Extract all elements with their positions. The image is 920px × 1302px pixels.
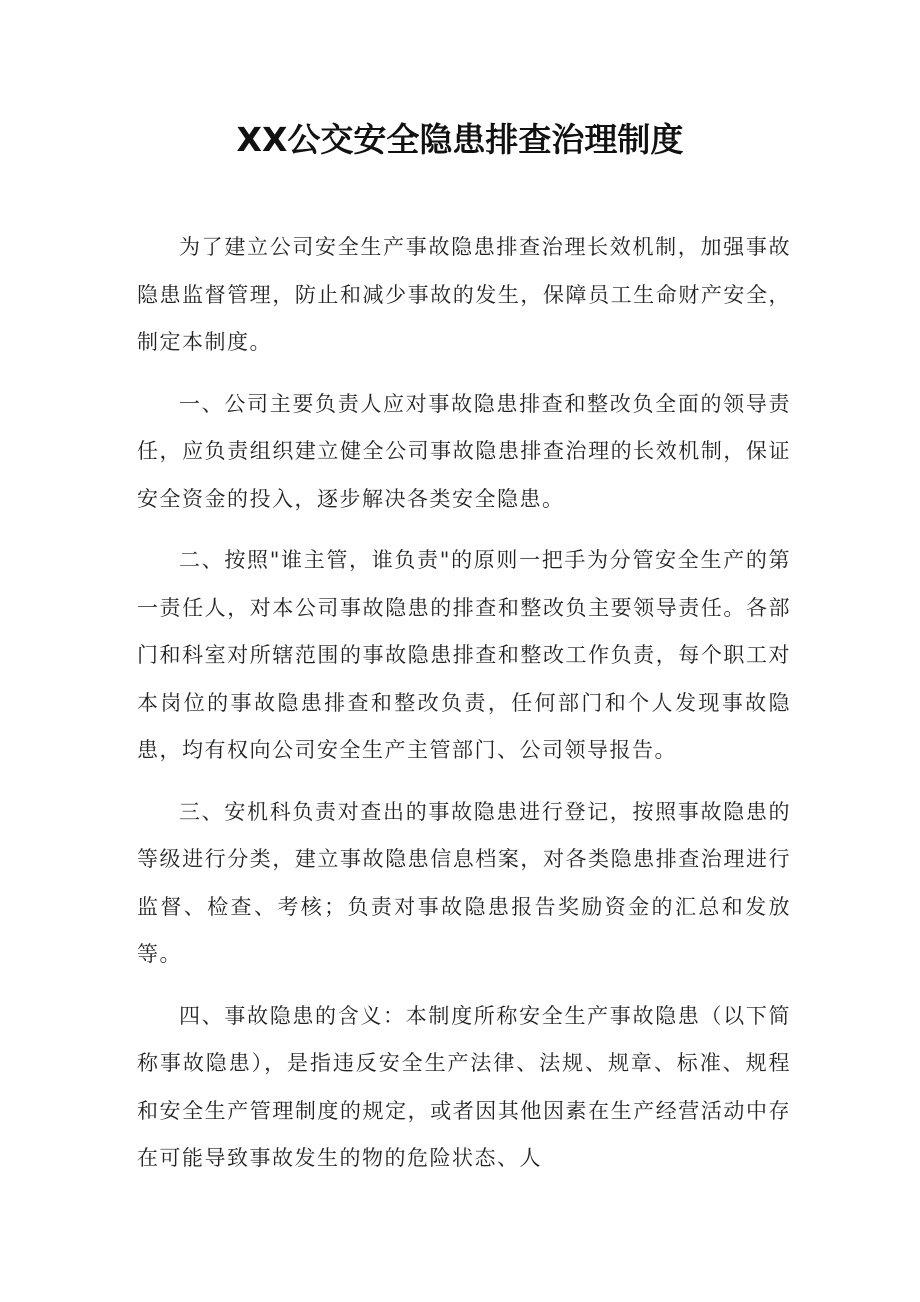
paragraph-section-3: 三、安机科负责对查出的事故隐患进行登记，按照事故隐患的等级进行分类，建立事故隐患信息档案，对各类隐患排查治理进行监督、检查、考核；负责对事故隐患报告奖励资金的汇总和发放等。 bbox=[137, 799, 791, 966]
document-body bbox=[137, 224, 791, 1197]
paragraph-intro: 为了建立公司安全生产事故隐患排查治理长效机制，加强事故隐患监督管理，防止和减少事故的发生，保障员工生命财产安全，制定本制度。 bbox=[137, 235, 791, 354]
document-title: XX公交安全隐患排查治理制度 bbox=[236, 120, 684, 159]
paragraph-section-1: 一、公司主要负责人应对事故隐患排查和整改负全面的领导责任，应负责组织建立健全公司事故隐患排查治理的长效机制，保证安全资金的投入，逐步解决各类安全隐患。 bbox=[137, 391, 791, 511]
paragraph-section-4: 四、事故隐患的含义：本制度所称安全生产事故隐患（以下简称事故隐患），是指违反安全生产法律、法规、规章、标准、规程和安全生产管理制度的规定，或者因其他因素在生产经营活动中存在可能导致事故发生的物的危险状态、人 bbox=[137, 1003, 791, 1170]
paragraph-section-2: 二、按照"谁主管，谁负责"的原则一把手为分管安全生产的第一责任人，对本公司事故隐患的排查和整改负主要领导责任。各部门和科室对所辖范围的事故隐患排查和整改工作负责，每个职工对本岗位的事故隐患排查和整改负责，任何部门和个人发现事故隐患，均有权向公司安全生产主管部门、公司领导报告。 bbox=[137, 548, 791, 762]
